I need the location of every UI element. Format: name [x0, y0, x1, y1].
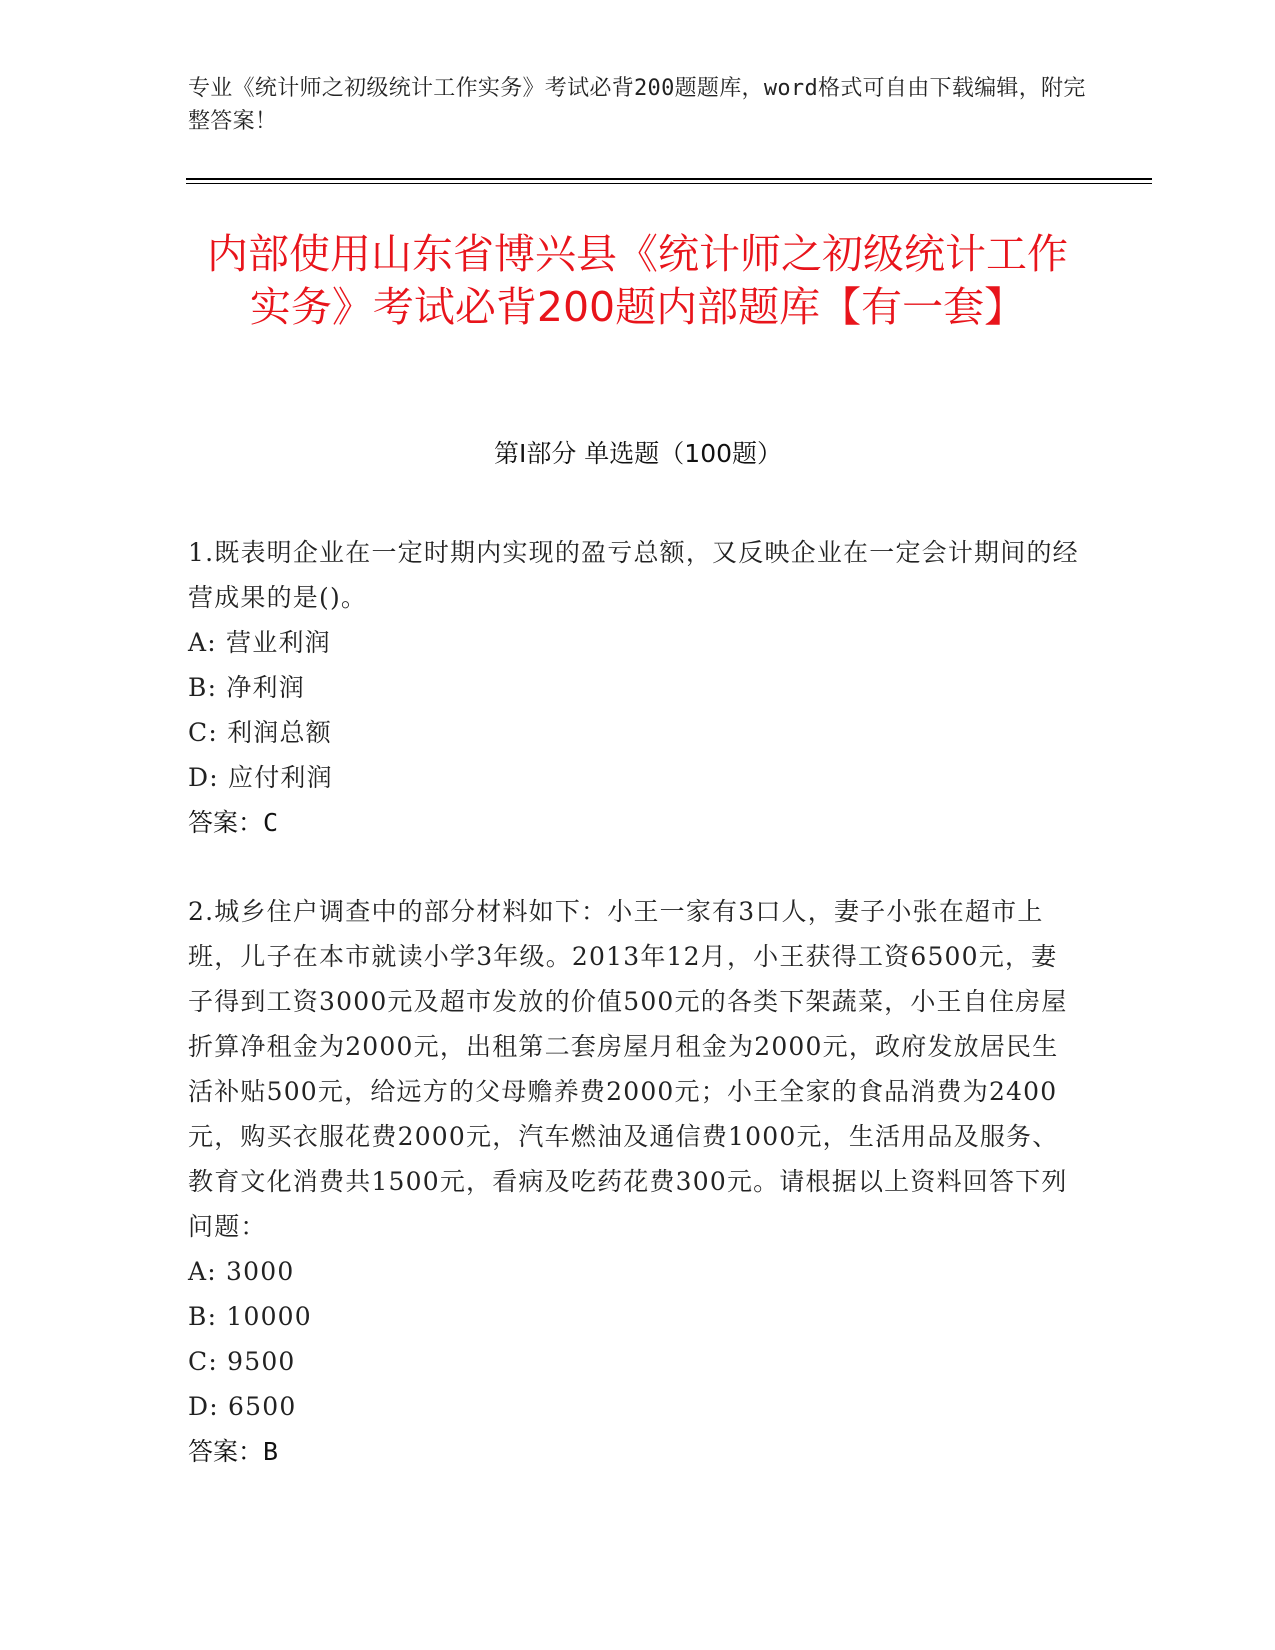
option-letter: A:: [188, 1257, 217, 1286]
option-d: [188, 755, 1088, 800]
option-letter: B:: [188, 673, 218, 702]
answer-value: C: [263, 808, 279, 837]
option-letter: D:: [188, 1392, 219, 1421]
answer-value: B: [263, 1437, 279, 1466]
option-text: 利润总额: [227, 718, 332, 747]
question-stem: 2.城乡住户调查中的部分材料如下：小王一家有3口人，妻子小张在超市上班，儿子在本市就读小学3年级。2013年12月，小王获得工资6500元，妻子得到工资3000元及超市发放的价值500元的各类下架蔬菜，小王自住房屋折算净租金为2000元，出租第二套房屋月租金为2000元，政府发放居民生活补贴500元，给远方的父母赡养费2000元；小王全家的食品消费为2400元，购买衣服花费2000元，汽车燃油及通信费1000元，生活用品及服务、教育文化消费共1500元，看病及吃药花费300元。请根据以上资料回答下列问题：: [188, 897, 1068, 1241]
section-heading: 第I部分 单选题（100题）: [493, 439, 783, 468]
option-letter: A:: [188, 628, 217, 657]
option-text: 营业利润: [226, 628, 331, 657]
document-title: 内部使用山东省博兴县《统计师之初级统计工作实务》考试必背200题内部题库【有一套】: [207, 230, 1068, 331]
option-c: [188, 710, 1088, 755]
option-a: [188, 1249, 1088, 1294]
option-letter: B:: [188, 1302, 218, 1331]
header-note: 专业《统计师之初级统计工作实务》考试必背200题题库，word格式可自由下载编辑，附完整答案！: [188, 76, 1086, 134]
option-text: 10000: [226, 1302, 312, 1331]
option-b: [188, 1294, 1088, 1339]
question-stem: 1.既表明企业在一定时期内实现的盈亏总额，又反映企业在一定会计期间的经营成果的是()。: [188, 538, 1079, 612]
option-c: [188, 1339, 1088, 1384]
option-text: 净利润: [226, 673, 305, 702]
answer-line: [188, 800, 1088, 845]
header-divider-thick: [186, 178, 1152, 180]
option-b: [188, 665, 1088, 710]
option-text: 3000: [226, 1257, 295, 1286]
option-a: [188, 620, 1088, 665]
option-letter: C:: [188, 718, 218, 747]
option-text: 6500: [228, 1392, 297, 1421]
option-letter: D:: [188, 763, 219, 792]
option-text: 9500: [227, 1347, 296, 1376]
option-letter: C:: [188, 1347, 218, 1376]
answer-label: 答案：: [188, 808, 264, 837]
question-2: [188, 889, 1088, 1474]
answer-label: 答案：: [188, 1437, 264, 1466]
header-divider-thin: [186, 183, 1152, 184]
option-text: 应付利润: [228, 763, 333, 792]
answer-line: [188, 1429, 1088, 1474]
question-1: [188, 530, 1088, 845]
option-d: [188, 1384, 1088, 1429]
